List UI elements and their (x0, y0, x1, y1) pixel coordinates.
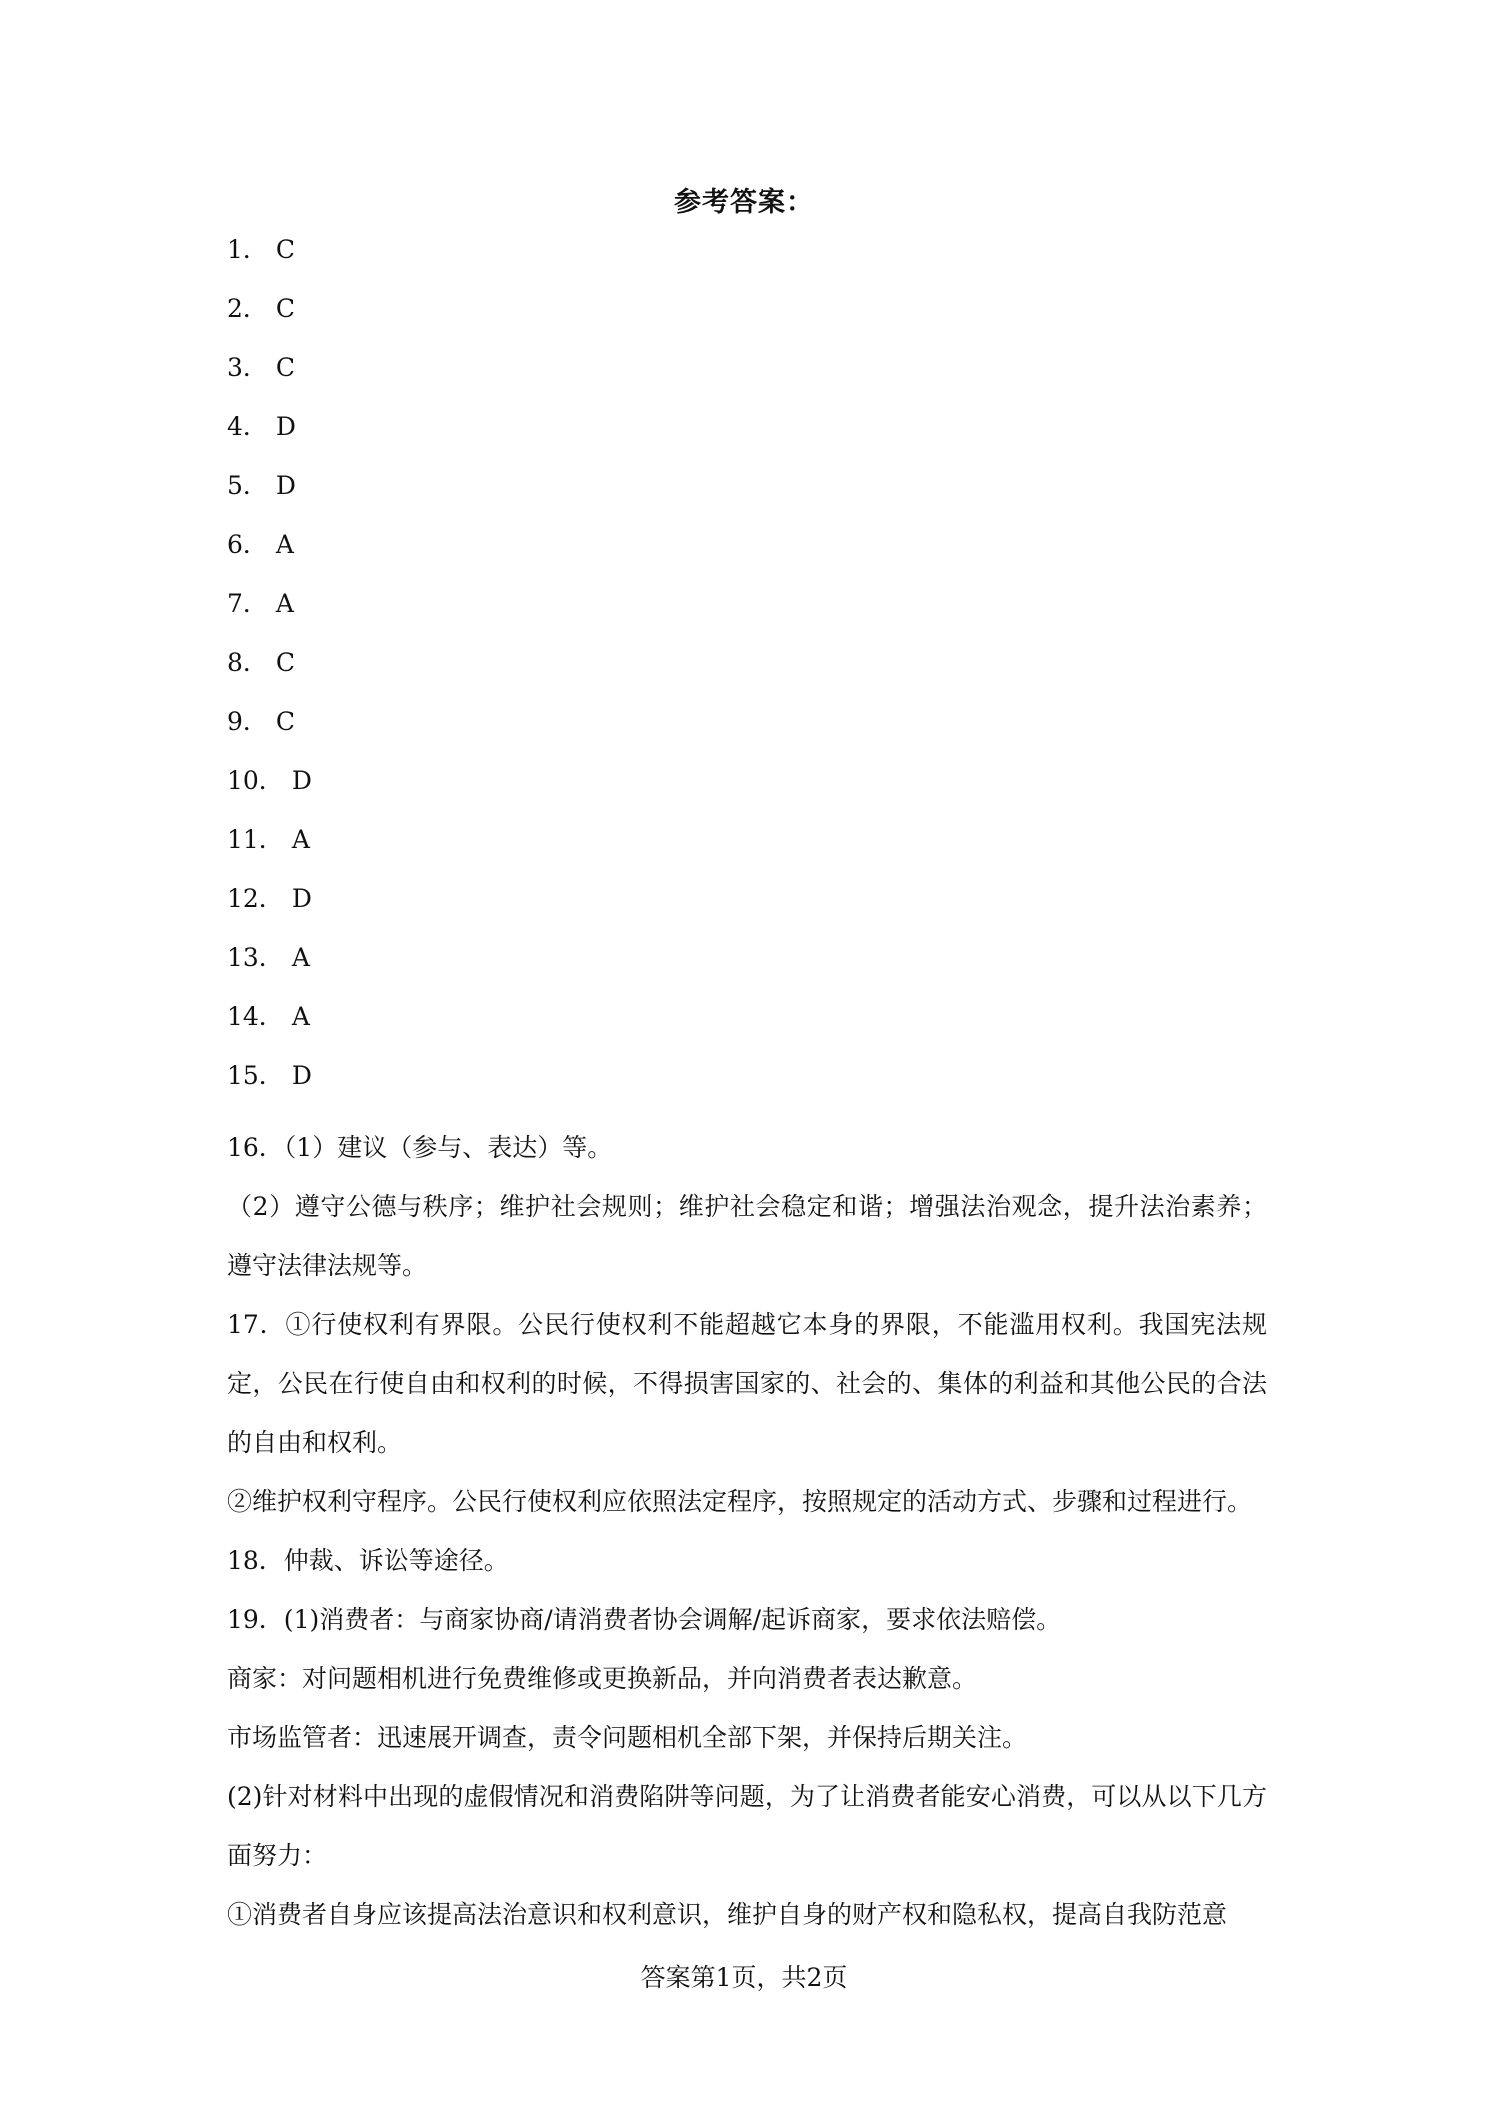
answer-item (227, 354, 1267, 413)
question-number: 11． (227, 825, 284, 854)
answer-letter: A (275, 530, 294, 559)
answer-letter: C (275, 707, 296, 736)
question-number: 3． (227, 353, 268, 382)
question-number: 15． (227, 1061, 284, 1090)
answer-letter: D (291, 884, 312, 913)
answer-item (227, 295, 1267, 354)
question-number: 9． (227, 707, 268, 736)
answer-item (227, 767, 1267, 826)
answer-letter: C (275, 353, 296, 382)
q19-part5: ①消费者自身应该提高法治意识和权利意识，维护自身的财产权和隐私权，提高自我防范意 (227, 1900, 1228, 1929)
answer-letter: A (291, 825, 310, 854)
page-footer: 答案第1页，共2页 (640, 1963, 848, 1992)
answer-item (227, 413, 1267, 472)
answer-item (227, 531, 1267, 590)
q17-part2: ②维护权利守程序。公民行使权利应依照法定程序，按照规定的活动方式、步骤和过程进行。 (227, 1487, 1253, 1516)
essay-answers (227, 1118, 1267, 1944)
q19-part2: 商家：对问题相机进行免费维修或更换新品，并向消费者表达歉意。 (227, 1664, 978, 1693)
answer-letter: C (275, 648, 296, 677)
question-number: 10． (227, 766, 284, 795)
question-number: 13． (227, 943, 284, 972)
q18-answer: 18．仲裁、诉讼等途径。 (227, 1546, 509, 1575)
answer-letter: D (291, 1061, 312, 1090)
answer-item (227, 826, 1267, 885)
answer-letter: A (275, 589, 294, 618)
answer-letter: D (291, 766, 312, 795)
answer-item (227, 472, 1267, 531)
answer-item (227, 944, 1267, 1003)
question-number: 8． (227, 648, 268, 677)
answer-letter: C (275, 235, 296, 264)
question-number: 2． (227, 294, 268, 323)
question-number: 7． (227, 589, 268, 618)
question-number: 6． (227, 530, 268, 559)
q19-part3: 市场监管者：迅速展开调查，责令问题相机全部下架，并保持后期关注。 (227, 1723, 1028, 1752)
answer-item (227, 885, 1267, 944)
q19-part1: 19．(1)消费者：与商家协商/请消费者协会调解/起诉商家，要求依法赔偿。 (227, 1605, 1062, 1634)
answer-item (227, 590, 1267, 649)
question-number: 5． (227, 471, 268, 500)
q16-part2: （2）遵守公德与秩序；维护社会规则；维护社会稳定和谐；增强法治观念，提升法治素养；遵守法律法规等。 (227, 1192, 1267, 1280)
answer-item (227, 649, 1267, 708)
answer-item (227, 1003, 1267, 1062)
question-number: 12． (227, 884, 284, 913)
answer-item (227, 1062, 1267, 1121)
answer-item (227, 236, 1267, 295)
answer-letter: C (275, 294, 296, 323)
multiple-choice-answers (227, 236, 1267, 1121)
question-number: 14． (227, 1002, 284, 1031)
answer-letter: D (275, 471, 296, 500)
question-number: 4． (227, 412, 268, 441)
q19-part4: (2)针对材料中出现的虚假情况和消费陷阱等问题，为了让消费者能安心消费，可以从以下几方面努力： (227, 1782, 1267, 1870)
q17-part1: 17．①行使权利有界限。公民行使权利不能超越它本身的界限，不能滥用权利。我国宪法规定，公民在行使自由和权利的时候，不得损害国家的、社会的、集体的利益和其他公民的合法的自由和权利。 (227, 1310, 1267, 1457)
question-number: 1． (227, 235, 268, 264)
answer-item (227, 708, 1267, 767)
answer-letter: A (291, 943, 310, 972)
answer-letter: A (291, 1002, 310, 1031)
q16-part1: 16．（1）建议（参与、表达）等。 (227, 1133, 613, 1162)
answer-letter: D (275, 412, 296, 441)
page-title: 参考答案： (674, 187, 814, 218)
